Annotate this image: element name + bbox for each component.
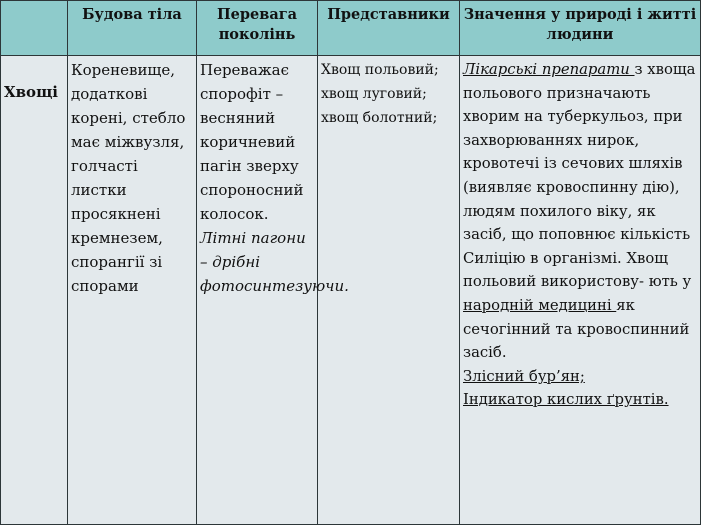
cell-representatives: Хвощ польовий; хвощ луговий; хвощ болотний; [318,56,460,525]
header-row [1,1,701,56]
header-generations: Перевага поколінь [197,1,318,56]
cell-body-structure: Кореневище, додаткові корені, стебло має міжвузля, голчасті листки просякнені кремнезем, спорангії зі спорами [68,56,197,525]
header-importance: Значення у природі і житті людини [460,1,701,56]
row-label: Хвощі [1,56,68,525]
importance-link-folk: народній медицині [463,296,617,314]
header-body-structure: Будова тіла [68,1,197,56]
table-row [1,56,701,525]
importance-link-medicine: Лікарські препарати [463,61,635,78]
importance-weed: Злісний бур’ян; [463,367,585,385]
generations-text-1: Переважає спорофіт – весняний коричневий пагін зверху спороносний колосок. [200,61,304,223]
importance-text-1: з хвоща польового призначають хворим на туберкульоз, при захворюваннях нирок, кровотечі із сечових шляхів (виявляє кровоспинну дію), людям похилого віку, як засіб, що поповнює кількість Силіцію в організмі. Хвощ польовий використову- ють у [463,61,696,291]
importance-indicator: Індикатор кислих ґрунтів. [463,391,669,409]
importance-text-2: як сечогінний та кровоспинний засіб. [463,296,690,362]
header-representatives: Представники [318,1,460,56]
generations-text-2: Літні пагони – дрібні фотосинтезуючи. [200,229,349,295]
cell-importance [460,56,701,525]
cell-generations [197,56,349,525]
header-empty [1,1,68,56]
